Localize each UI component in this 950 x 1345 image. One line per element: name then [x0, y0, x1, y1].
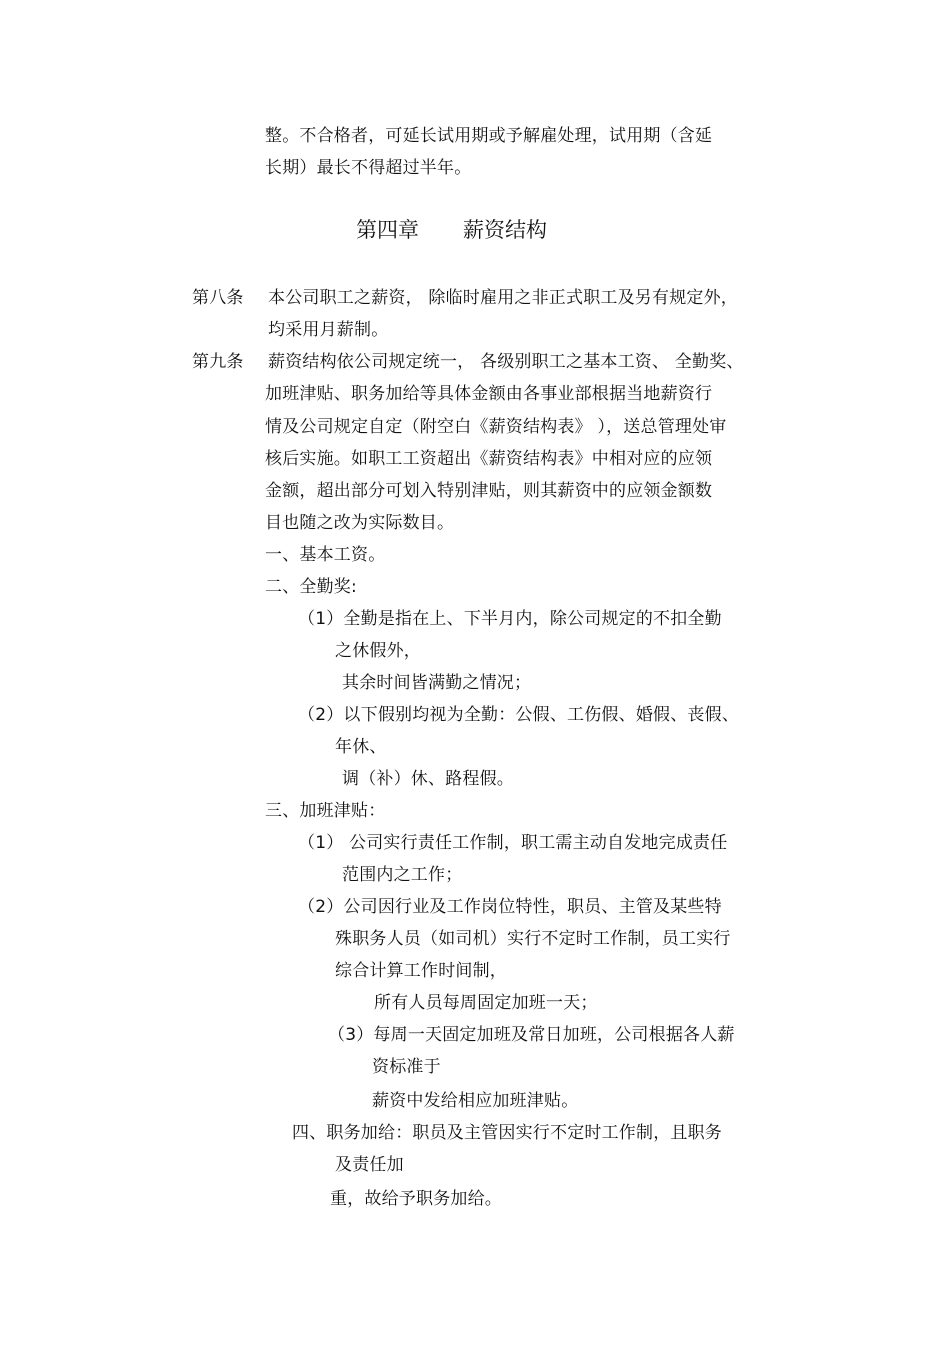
article-8-line-2: 均采用月薪制。 [268, 320, 389, 340]
item-2-sub-1-line-3: 其余时间皆满勤之情况； [342, 673, 532, 693]
item-4-line-1: 四、职务加给：职员及主管因实行不定时工作制，且职务 [292, 1123, 722, 1143]
item-3-sub-3-line-3: 薪资中发给相应加班津贴。 [372, 1091, 579, 1111]
item-3-sub-3-line-1: （3）每周一天固定加班及常日加班，公司根据各人薪 [328, 1025, 735, 1045]
article-9-line-1: 薪资结构依公司规定统一， 各级别职工之基本工资、 全勤奖、 [268, 352, 744, 372]
item-2-sub-2-line-1: （2）以下假别均视为全勤：公假、工伤假、婚假、丧假、 [298, 705, 740, 725]
item-2-sub-2-line-3: 调（补）休、路程假。 [342, 769, 514, 789]
item-3-sub-2-line-4: 所有人员每周固定加班一天； [374, 993, 598, 1013]
item-4-line-3: 重，故给予职务加给。 [330, 1189, 502, 1209]
item-3-sub-1-line-1: （1） 公司实行责任工作制，职工需主动自发地完成责任 [298, 833, 728, 853]
item-3-sub-2-line-3: 综合计算工作时间制， [335, 961, 507, 981]
item-2-sub-1-line-2: 之休假外， [335, 641, 421, 661]
chapter-number: 第四章 [356, 218, 419, 242]
article-9-line-3: 情及公司规定自定（附空白《薪资结构表》 ），送总管理处审 [265, 417, 727, 437]
intro-line-2: 长期）最长不得超过半年。 [265, 158, 472, 178]
article-9-line-2: 加班津贴、职务加给等具体金额由各事业部根据当地薪资行 [265, 384, 713, 404]
item-3-sub-3-line-2: 资标准于 [372, 1057, 441, 1077]
item-2-sub-1-line-1: （1）全勤是指在上、下半月内，除公司规定的不扣全勤 [298, 609, 722, 629]
item-2-title: 二、全勤奖: [265, 577, 357, 597]
item-3-sub-1-line-2: 范围内之工作； [342, 865, 463, 885]
item-2-sub-2-line-2: 年休、 [335, 737, 387, 757]
article-9-line-4: 核后实施。如职工工资超出《薪资结构表》中相对应的应领 [265, 449, 713, 469]
item-3-sub-2-line-1: （2）公司因行业及工作岗位特性，职员、主管及某些特 [298, 897, 722, 917]
item-3-title: 三、加班津贴： [265, 801, 386, 821]
item-1-basic-salary: 一、基本工资。 [265, 545, 386, 565]
article-9-label: 第九条 [192, 352, 244, 372]
intro-line-1: 整。不合格者，可延长试用期或予解雇处理，试用期（含延 [265, 126, 713, 146]
chapter-title: 薪资结构 [463, 218, 547, 242]
article-8-label: 第八条 [192, 288, 244, 308]
item-3-sub-2-line-2: 殊职务人员（如司机）实行不定时工作制，员工实行 [335, 929, 731, 949]
article-8-line-1: 本公司职工之薪资， 除临时雇用之非正式职工及另有规定外， [268, 288, 739, 308]
article-9-line-5: 金额，超出部分可划入特别津贴，则其薪资中的应领金额数 [265, 481, 713, 501]
item-4-line-2: 及责任加 [335, 1155, 404, 1175]
article-9-line-6: 目也随之改为实际数目。 [265, 513, 455, 533]
